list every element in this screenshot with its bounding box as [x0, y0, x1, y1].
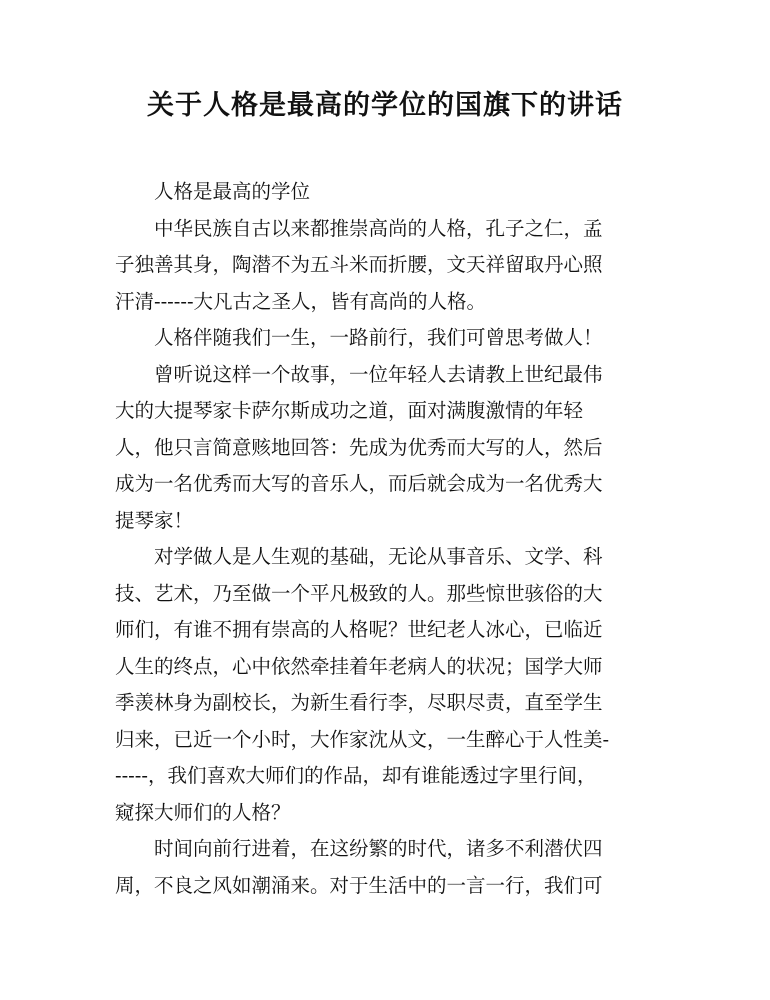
paragraph-line: 人格是最高的学位: [154, 180, 311, 203]
paragraph-line: 成为一名优秀而大写的音乐人，而后就会成为一名优秀大: [115, 472, 603, 495]
document-body: [115, 174, 641, 904]
paragraph-line: 子独善其身，陶潜不为五斗米而折腰，文天祥留取丹心照: [115, 253, 603, 276]
paragraph-line: 大的大提琴家卡萨尔斯成功之道，面对满腹激情的年轻: [115, 399, 584, 422]
paragraph-2: [115, 211, 641, 321]
paragraph-line: -----，我们喜欢大师们的作品，却有谁能透过字里行间，: [115, 764, 597, 787]
paragraph-6: [115, 831, 641, 904]
paragraph-line: 季羡林身为副校长，为新生看行李，尽职尽责，直至学生: [115, 691, 603, 714]
paragraph-line: 中华民族自古以来都推崇高尚的人格，孔子之仁，孟: [154, 216, 603, 240]
paragraph-1: [115, 174, 641, 211]
paragraph-line: 归来，已近一个小时，大作家沈从文，一生醉心于人性美-: [115, 727, 610, 751]
paragraph-line: 曾听说这样一个故事，一位年轻人去请教上世纪最伟: [154, 362, 603, 386]
paragraph-line: 人生的终点，心中依然牵挂着年老病人的状况；国学大师: [115, 654, 603, 678]
paragraph-line: 师们，有谁不拥有崇高的人格呢？世纪老人冰心，已临近: [115, 618, 603, 641]
paragraph-4: [115, 357, 641, 540]
paragraph-5: [115, 539, 641, 831]
paragraph-line: 对学做人是人生观的基础，无论从事音乐、文学、科: [154, 545, 603, 568]
paragraph-line: 提琴家！: [115, 508, 194, 532]
paragraph-3: [115, 320, 641, 357]
paragraph-line: 汗清------大凡古之圣人，皆有高尚的人格。: [115, 289, 487, 313]
paragraph-line: 周，不良之风如潮涌来。对于生活中的一言一行，我们可: [115, 873, 603, 897]
document-title: 关于人格是最高的学位的国旗下的讲话: [147, 90, 623, 121]
paragraph-line: 人，他只言简意赅地回答：先成为优秀而大写的人，然后: [115, 435, 603, 459]
paragraph-line: 窥探大师们的人格？: [115, 800, 291, 824]
paragraph-line: 时间向前行进着，在这纷繁的时代，诸多不利潜伏四: [154, 837, 603, 860]
paragraph-line: 人格伴随我们一生，一路前行，我们可曾思考做人！: [154, 326, 603, 349]
paragraph-line: 技、艺术，乃至做一个平凡极致的人。那些惊世骇俗的大: [115, 581, 603, 605]
